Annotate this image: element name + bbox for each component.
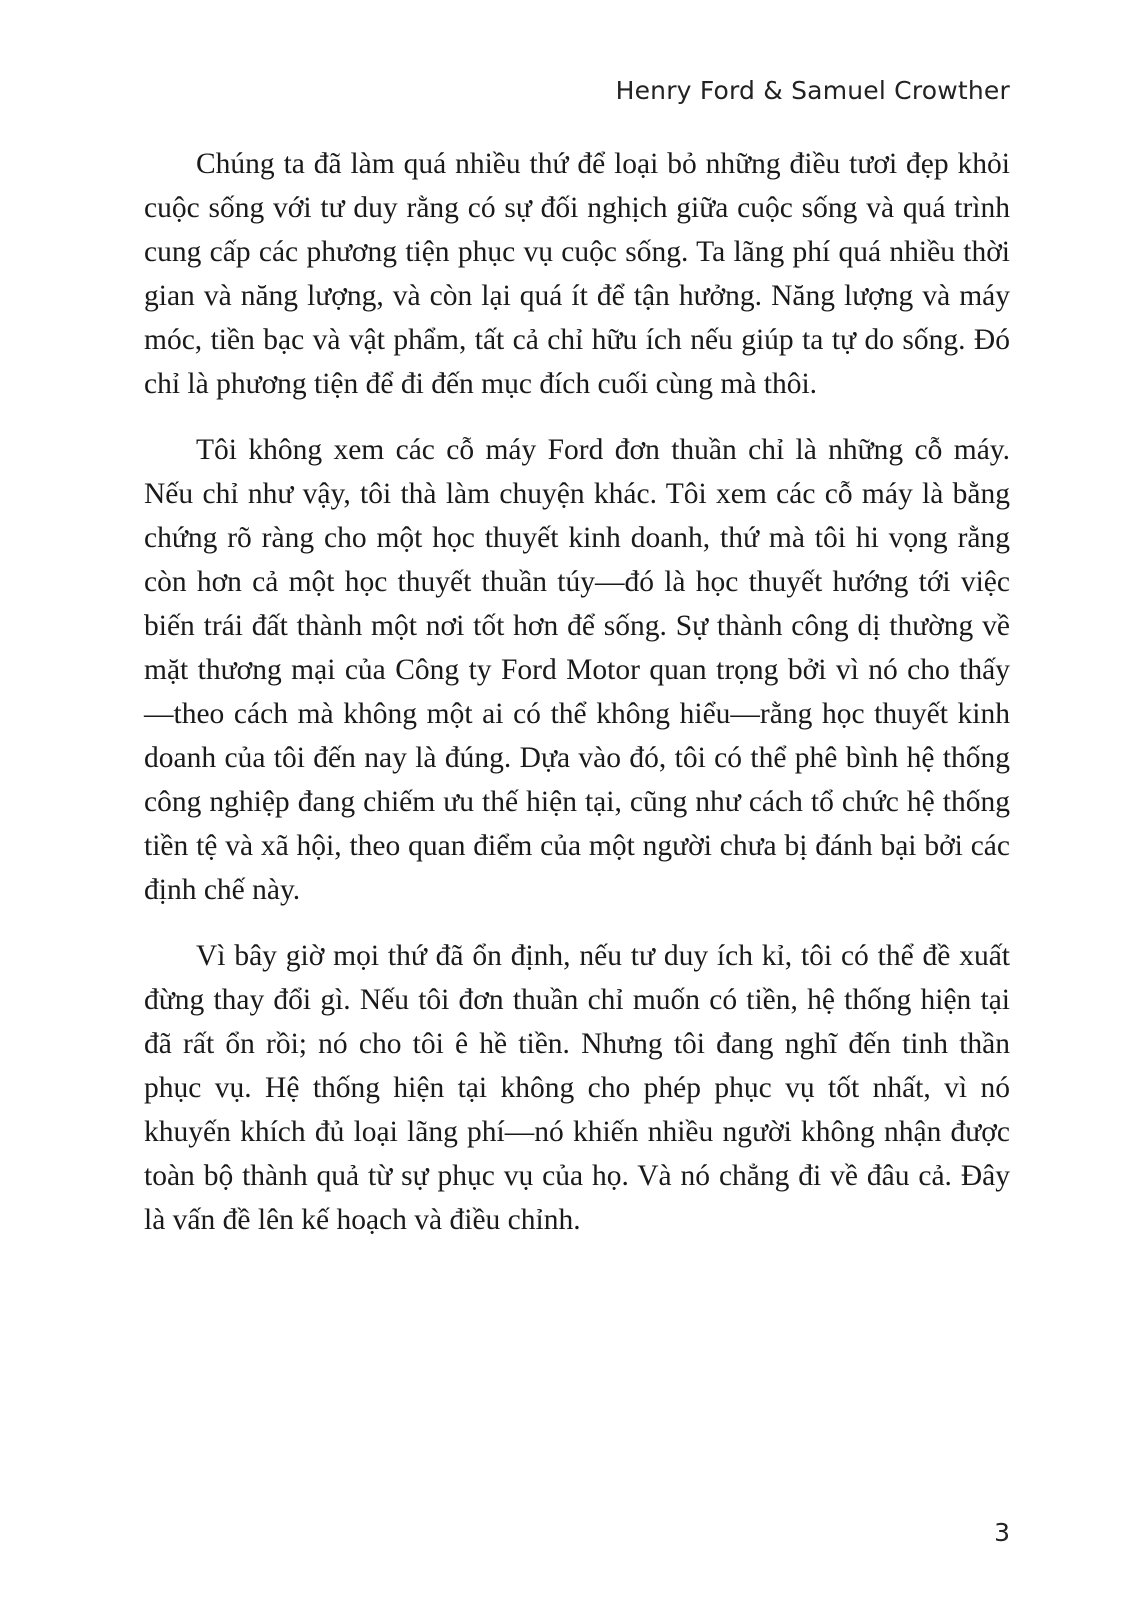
page-number: 3 (994, 1518, 1010, 1547)
paragraph-2: Tôi không xem các cỗ máy Ford đơn thuần chỉ là những cỗ máy. Nếu chỉ như vậy, tôi thà làm chuyện khác. Tôi xem các cỗ máy là bằng chứng rõ ràng cho một học thuyết kinh doanh, thứ mà tôi hi vọng rằng còn hơn cả một học thuyết thuần túy—đó là học thuyết hướng tới việc biến trái đất thành một nơi tốt hơn để sống. Sự thành công dị thường về mặt thương mại của Công ty Ford Motor quan trọng bởi vì nó cho thấy—theo cách mà không một ai có thể không hiểu—rằng học thuyết kinh doanh của tôi đến nay là đúng. Dựa vào đó, tôi có thể phê bình hệ thống công nghiệp đang chiếm ưu thế hiện tại, cũng như cách tổ chức hệ thống tiền tệ và xã hội, theo quan điểm của một người chưa bị đánh bại bởi các định chế này. (144, 434, 1010, 906)
running-header-title: Henry Ford & Samuel Crowther (615, 76, 1010, 105)
paragraph-1: Chúng ta đã làm quá nhiều thứ để loại bỏ những điều tươi đẹp khỏi cuộc sống với tư duy rằng có sự đối nghịch giữa cuộc sống và quá trình cung cấp các phương tiện phục vụ cuộc sống. Ta lãng phí quá nhiều thời gian và năng lượng, và còn lại quá ít để tận hưởng. Năng lượng và máy móc, tiền bạc và vật phẩm, tất cả chỉ hữu ích nếu giúp ta tự do sống. Đó chỉ là phương tiện để đi đến mục đích cuối cùng mà thôi. (144, 148, 1010, 400)
paragraph-3: Vì bây giờ mọi thứ đã ổn định, nếu tư duy ích kỉ, tôi có thể đề xuất đừng thay đổi gì. Nếu tôi đơn thuần chỉ muốn có tiền, hệ thống hiện tại đã rất ổn rồi; nó cho tôi ê hề tiền. Nhưng tôi đang nghĩ đến tinh thần phục vụ. Hệ thống hiện tại không cho phép phục vụ tốt nhất, vì nó khuyến khích đủ loại lãng phí—nó khiến nhiều người không nhận được toàn bộ thành quả từ sự phục vụ của họ. Và nó chẳng đi về đâu cả. Đây là vấn đề lên kế hoạch và điều chỉnh. (144, 940, 1010, 1236)
body-text (144, 142, 1010, 1264)
